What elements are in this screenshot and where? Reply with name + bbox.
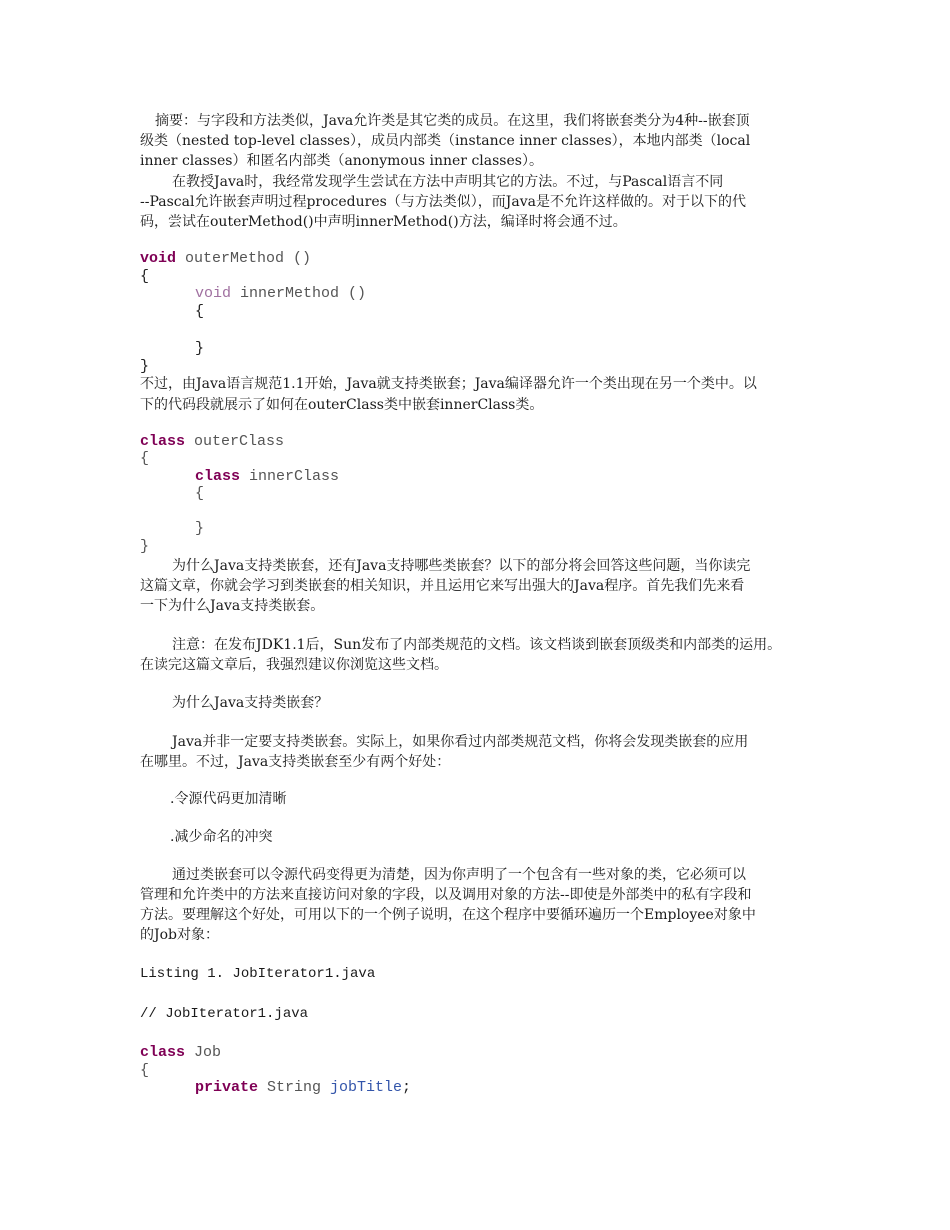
code-field: jobTitle bbox=[330, 1079, 403, 1096]
bullet-item: .令源代码更加清晰 bbox=[170, 791, 287, 807]
code-line bbox=[140, 1044, 221, 1062]
paragraph-line: 注意：在发布JDK1.1后，Sun发布了内部类规范的文档。该文档谈到嵌套顶级类和内部类的运用。 bbox=[172, 637, 782, 653]
paragraph-line: 码，尝试在outerMethod()中声明innerMethod()方法，编译时将会通不过。 bbox=[140, 214, 627, 230]
code-line bbox=[195, 285, 366, 303]
code-identifier: Job bbox=[185, 1044, 222, 1061]
code-line bbox=[195, 468, 339, 486]
code-identifier: outerMethod () bbox=[176, 250, 312, 267]
code-line: { bbox=[140, 268, 150, 285]
code-punctuation: ; bbox=[402, 1079, 412, 1096]
code-keyword: void bbox=[195, 285, 232, 302]
code-line: { bbox=[195, 303, 205, 320]
paragraph-line: 管理和允许类中的方法来直接访问对象的字段，以及调用对象的方法--即使是外部类中的私有字段和 bbox=[140, 887, 752, 903]
code-line: } bbox=[140, 538, 150, 555]
paragraph-line: 通过类嵌套可以令源代码变得更为清楚，因为你声明了一个包含有一些对象的类，它必须可以 bbox=[172, 867, 746, 883]
code-line: { bbox=[140, 1062, 150, 1079]
paragraph-line: 在哪里。不过，Java支持类嵌套至少有两个好处： bbox=[140, 754, 451, 770]
code-identifier: outerClass bbox=[185, 433, 285, 450]
paragraph-line: 的Job对象： bbox=[140, 927, 220, 943]
code-type: String bbox=[258, 1079, 331, 1096]
code-identifier: innerMethod () bbox=[231, 285, 367, 302]
section-heading: 为什么Java支持类嵌套？ bbox=[172, 695, 329, 711]
paragraph-line: Java并非一定要支持类嵌套。实际上，如果你看过内部类规范文档，你将会发现类嵌套的应用 bbox=[172, 734, 749, 750]
paragraph-line: --Pascal允许嵌套声明过程procedures（与方法类似），而Java是不允许这样做的。对于以下的代 bbox=[140, 194, 747, 210]
code-line bbox=[140, 250, 311, 268]
code-keyword: void bbox=[140, 250, 177, 267]
paragraph-line: 在读完这篇文章后，我强烈建议你浏览这些文档。 bbox=[140, 657, 448, 673]
code-line: } bbox=[140, 358, 150, 375]
paragraph-line: 下的代码段就展示了如何在outerClass类中嵌套innerClass类。 bbox=[140, 397, 544, 413]
paragraph-line: 方法。要理解这个好处，可用以下的一个例子说明，在这个程序中要循环遍历一个Employee对象中 bbox=[140, 907, 756, 923]
code-keyword: class bbox=[140, 433, 186, 450]
code-line bbox=[140, 433, 284, 451]
code-keyword: class bbox=[195, 468, 241, 485]
code-keyword: private bbox=[195, 1079, 259, 1096]
paragraph-line: 不过，由Java语言规范1.1开始，Java就支持类嵌套；Java编译器允许一个类出现在另一个类中。以 bbox=[140, 376, 757, 392]
code-keyword: class bbox=[140, 1044, 186, 1061]
paragraph-line: 级类（nested top-level classes），成员内部类（instance inner classes），本地内部类（local bbox=[140, 133, 751, 149]
code-line: { bbox=[195, 485, 205, 502]
paragraph-line: 在教授Java时，我经常发现学生尝试在方法中声明其它的方法。不过，与Pascal语言不同 bbox=[172, 174, 724, 190]
paragraph-line: 为什么Java支持类嵌套，还有Java支持哪些类嵌套？以下的部分将会回答这些问题，当你读完 bbox=[172, 558, 751, 574]
code-line bbox=[195, 1079, 411, 1097]
code-line: { bbox=[140, 450, 150, 467]
paragraph-line: 一下为什么Java支持类嵌套。 bbox=[140, 598, 325, 614]
code-comment: // JobIterator1.java bbox=[140, 1006, 309, 1022]
code-identifier: innerClass bbox=[240, 468, 340, 485]
listing-title: Listing 1. JobIterator1.java bbox=[140, 966, 376, 982]
paragraph-line: 这篇文章，你就会学习到类嵌套的相关知识，并且运用它来写出强大的Java程序。首先我们先来看 bbox=[140, 578, 745, 594]
bullet-item: .减少命名的冲突 bbox=[170, 829, 273, 845]
code-line: } bbox=[195, 520, 205, 537]
code-line: } bbox=[195, 340, 205, 357]
paragraph-line: 摘要：与字段和方法类似，Java允许类是其它类的成员。在这里，我们将嵌套类分为4种--嵌套顶 bbox=[155, 113, 750, 129]
paragraph-line: inner classes）和匿名内部类（anonymous inner classes）。 bbox=[140, 153, 543, 169]
